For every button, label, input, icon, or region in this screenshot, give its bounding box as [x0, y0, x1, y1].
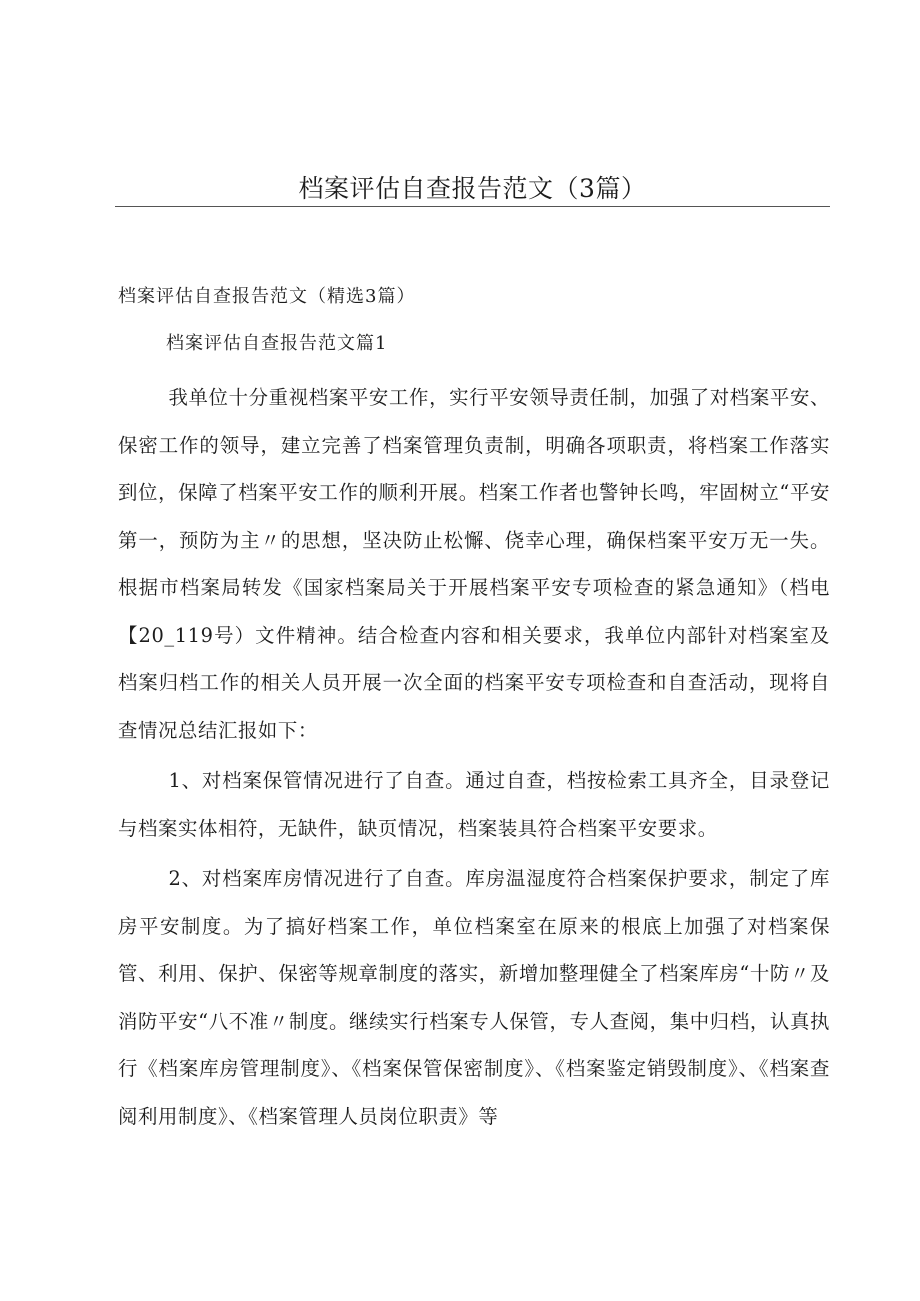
document-subtitle: 档案评估自查报告范文（精选3篇）: [118, 286, 416, 307]
body-paragraph: 2、对档案库房情况进行了自查。库房温湿度符合档案保护要求，制定了库房平安制度。为了搞好档案工作，单位档案室在原来的根底上加强了对档案保管、利用、保护、保密等规章制度的落实，新增加整理健全了档案库房“十防〃及消防平安“八不准〃制度。继续实行档案专人保管，专人查阅，集中归档，认真执行《档案库房管理制度》、《档案保管保密制度》、《档案鉴定销毁制度》、《档案查阅利用制度》、《档案管理人员岗位职责》等: [118, 867, 830, 1128]
document-body: [118, 374, 830, 1143]
body-paragraph: 1、对档案保管情况进行了自查。通过自查，档按检索工具齐全，目录登记与档案实体相符，无缺件，缺页情况，档案装具符合档案平安要求。: [118, 769, 830, 840]
document-title: 档案评估自查报告范文（3篇）: [298, 174, 647, 203]
section-heading: 档案评估自查报告范文篇1: [166, 333, 388, 354]
title-underline: [115, 206, 830, 207]
body-paragraph: 我单位十分重视档案平安工作，实行平安领导责任制，加强了对档案平安、保密工作的领导，建立完善了档案管理负责制，明确各项职责，将档案工作落实到位，保障了档案平安工作的顺利开展。档案工作者也警钟长鸣，牢固树立“平安第一，预防为主〃的思想，坚决防止松懈、侥幸心理，确保档案平安万无一失。根据市档案局转发《国家档案局关于开展档案平安专项检查的紧急通知》（档电【20_119号）文件精神。结合检查内容和相关要求，我单位内部针对档案室及档案归档工作的相关人员开展一次全面的档案平安专项检查和自查活动，现将自查情况总结汇报如下：: [118, 386, 830, 742]
